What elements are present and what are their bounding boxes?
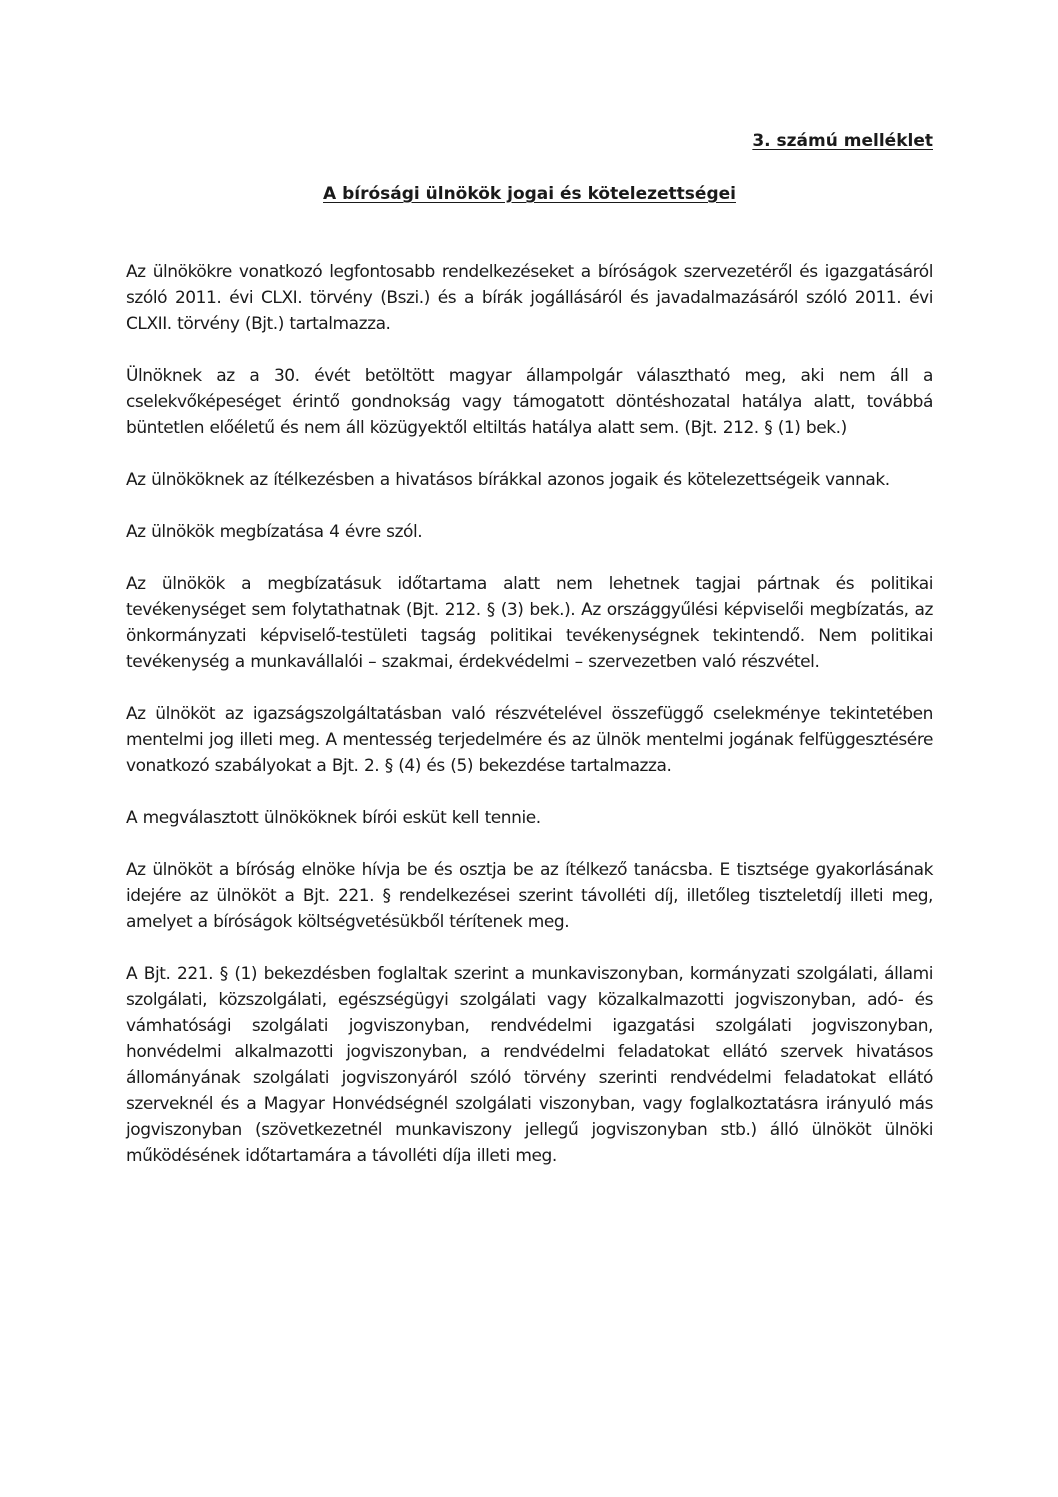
paragraph-legal-basis: Az ülnökökre vonatkozó legfontosabb rendelkezéseket a bíróságok szervezetéről és igazgatásáról szóló 2011. évi CLXI. törvény (Bszi.) és a bírák jogállásáról és javadalmazásáról szóló 2011. évi CLXII. törvény (Bjt.) tartalmazza. <box>126 262 933 334</box>
paragraph-immunity: Az ülnököt az igazságszolgáltatásban való részvételével összefüggő cselekménye tekintetében mentelmi jog illeti meg. A mentesség terjedelmére és az ülnök mentelmi jogának felfüggesztésére vonatkozó szabályokat a Bjt. 2. § (4) és (5) bekezdése tartalmazza. <box>126 704 933 776</box>
document-page <box>126 0 933 1497</box>
paragraph-assignment: Az ülnököt a bíróság elnöke hívja be és osztja be az ítélkező tanácsba. E tisztsége gyakorlásának idejére az ülnököt a Bjt. 221. § rendelkezései szerint távolléti díj, illetőleg tiszteletdíj illeti meg, amelyet a bíróságok költségvetésükből térítenek meg. <box>126 860 933 932</box>
paragraph-political-restrictions: Az ülnökök a megbízatásuk időtartama alatt nem lehetnek tagjai pártnak és politikai tevékenységet sem folytathatnak (Bjt. 212. § (3) bek.). Az országgyűlési képviselői megbízatás, az önkormányzati képviselő-testületi tagság politikai tevékenységnek tekintendő. Nem politikai tevékenység a munkavállalói – szakmai, érdekvédelmi – szervezetben való részvétel. <box>126 574 933 672</box>
paragraph-term: Az ülnökök megbízatása 4 évre szól. <box>126 522 423 542</box>
paragraph-compensation: A Bjt. 221. § (1) bekezdésben foglaltak szerint a munkaviszonyban, kormányzati szolgálati, állami szolgálati, közszolgálati, egészségügyi szolgálati vagy közalkalmazotti jogviszonyban, adó- és vámhatósági szolgálati jogviszonyban, rendvédelmi igazgatási szolgálati jogviszonyban, honvédelmi alkalmazotti jogviszonyban, a rendvédelmi feladatokat ellátó szervek hivatásos állományának szolgálati jogviszonyáról szóló törvény szerinti rendvédelmi feladatokat ellátó szerveknél és a Magyar Honvédségnél szolgálati viszonyban, vagy foglalkoztatásra irányuló más jogviszonyban (szövetkezetnél munkaviszony jellegű jogviszonyban stb.) álló ülnököt ülnöki működésének időtartamára a távolléti díja illeti meg. <box>126 964 933 1166</box>
paragraph-rights: Az ülnököknek az ítélkezésben a hivatásos bírákkal azonos jogaik és kötelezettségeik vannak. <box>126 470 890 490</box>
paragraph-oath: A megválasztott ülnököknek bírói esküt kell tennie. <box>126 808 541 828</box>
document-title: A bírósági ülnökök jogai és kötelezettségei <box>323 184 736 204</box>
paragraph-eligibility: Ülnöknek az a 30. évét betöltött magyar állampolgár választható meg, aki nem áll a cselekvőképeséget érintő gondnokság vagy támogatott döntéshozatal hatálya alatt, továbbá büntetlen előéletű és nem áll közügyektől eltiltás hatálya alatt sem. (Bjt. 212. § (1) bek.) <box>126 366 933 438</box>
document-body <box>126 259 933 1195</box>
annex-label: 3. számú melléklet <box>752 131 933 151</box>
